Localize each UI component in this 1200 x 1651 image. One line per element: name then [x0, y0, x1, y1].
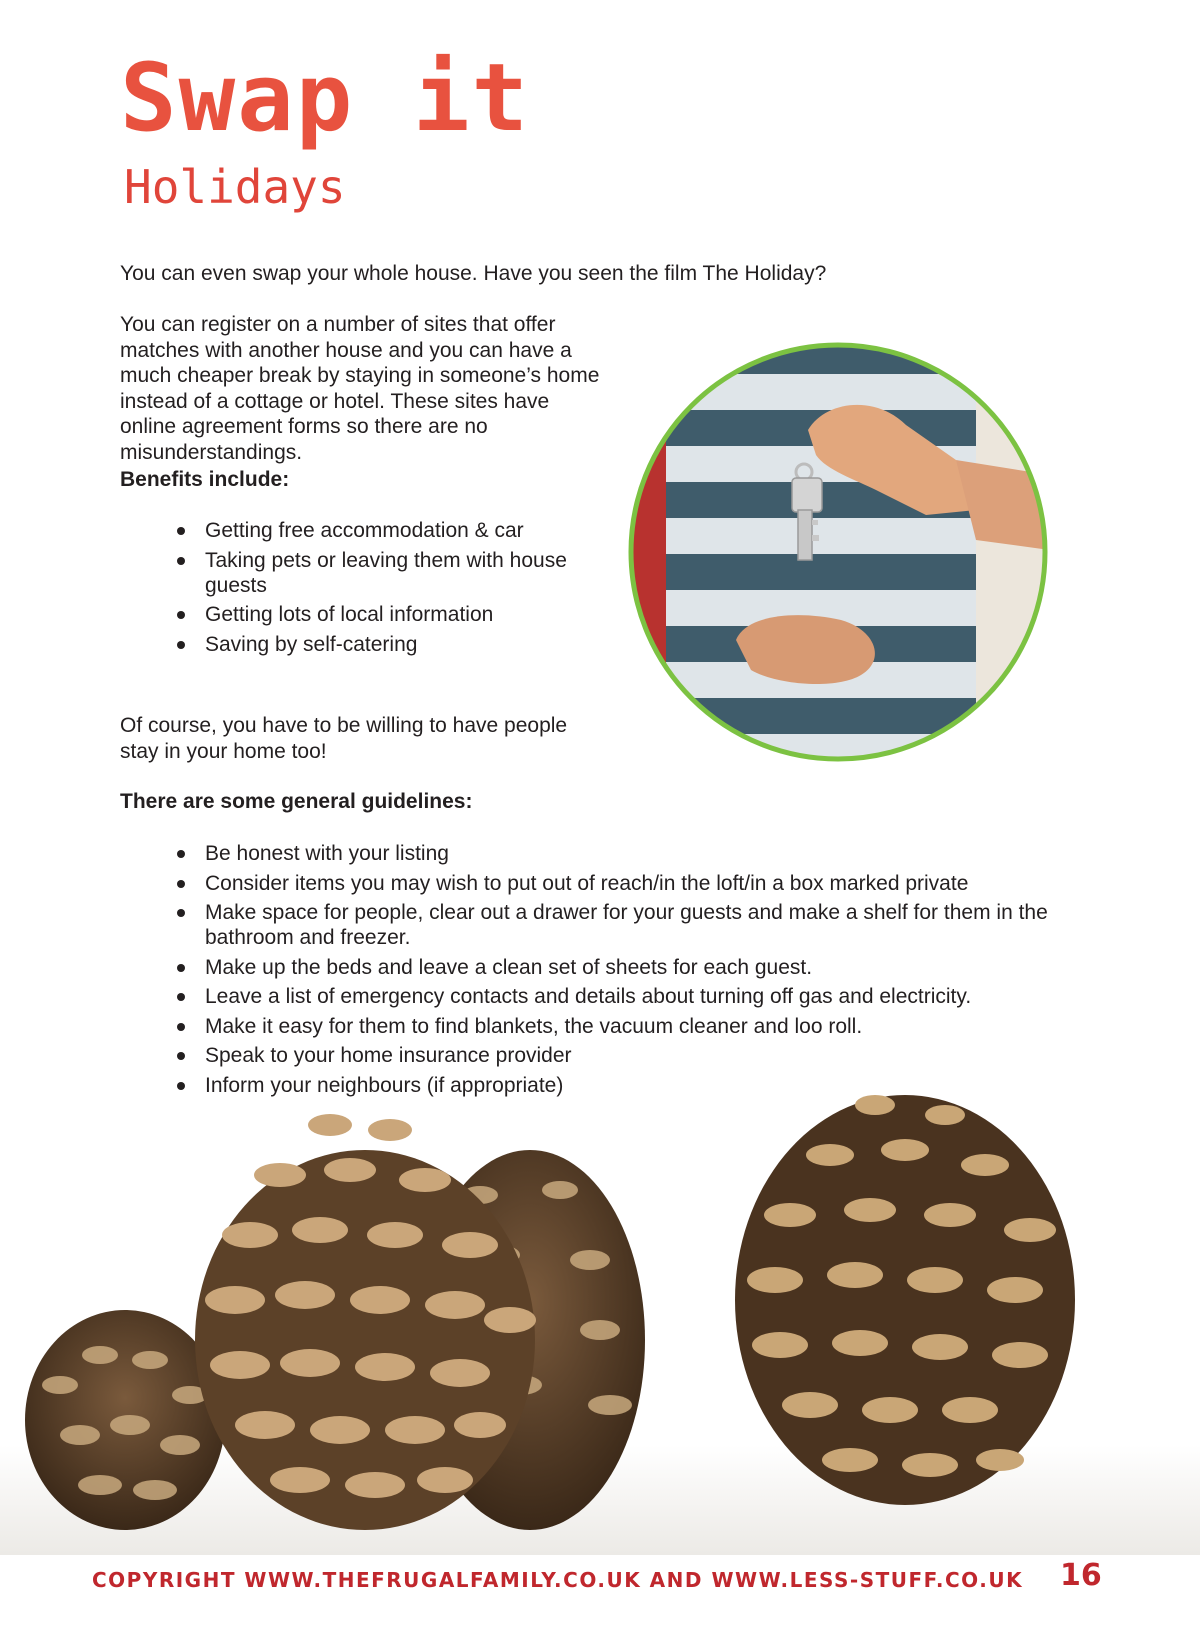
pine-cones-photo — [0, 1085, 1200, 1555]
list-item: Be honest with your listing — [160, 841, 1110, 866]
list-item: Make it easy for them to find blankets, the vacuum cleaner and loo roll. — [160, 1014, 1110, 1039]
guidelines-list — [160, 841, 1110, 1102]
page-number: 16 — [1060, 1558, 1102, 1593]
intro-text: You can even swap your whole house. Have you seen the film The Holiday? — [120, 262, 827, 285]
intro-paragraph: You can register on a number of sites that offer matches with another house and you can have a much cheaper break by staying in someone’s home instead of a cottage or hotel. These sites have online agreement forms so there are no misunderstandings. — [120, 313, 600, 464]
key-handover-photo — [626, 340, 1050, 764]
page-subtitle: Holidays — [124, 160, 346, 214]
guidelines-heading: There are some general guidelines: — [120, 790, 473, 813]
list-item: Leave a list of emergency contacts and details about turning off gas and electricity. — [160, 984, 1110, 1009]
closing-paragraph: Of course, you have to be willing to have people stay in your home too! — [120, 714, 568, 763]
list-item: Taking pets or leaving them with house guests — [160, 548, 600, 598]
list-item: Consider items you may wish to put out of reach/in the loft/in a box marked private — [160, 871, 1110, 896]
list-item: Getting free accommodation & car — [160, 518, 600, 543]
pine-cone-small — [25, 1310, 225, 1530]
page-title: Swap it — [120, 44, 531, 153]
list-item: Inform your neighbours (if appropriate) — [160, 1073, 1110, 1098]
pine-cone-right — [735, 1095, 1075, 1505]
list-item: Getting lots of local information — [160, 602, 600, 627]
list-item: Make up the beds and leave a clean set of sheets for each guest. — [160, 955, 1110, 980]
striped-shirt — [666, 340, 976, 764]
list-item: Saving by self-catering — [160, 632, 600, 657]
list-item: Speak to your home insurance provider — [160, 1043, 1110, 1068]
footer-copyright: COPYRIGHT WWW.THEFRUGALFAMILY.CO.UK AND WWW.LESS-STUFF.CO.UK — [92, 1568, 1024, 1592]
list-item: Make space for people, clear out a drawer for your guests and make a shelf for them in the bathroom and freezer. — [160, 900, 1110, 950]
benefits-heading: Benefits include: — [120, 468, 290, 491]
benefits-list — [160, 518, 600, 661]
